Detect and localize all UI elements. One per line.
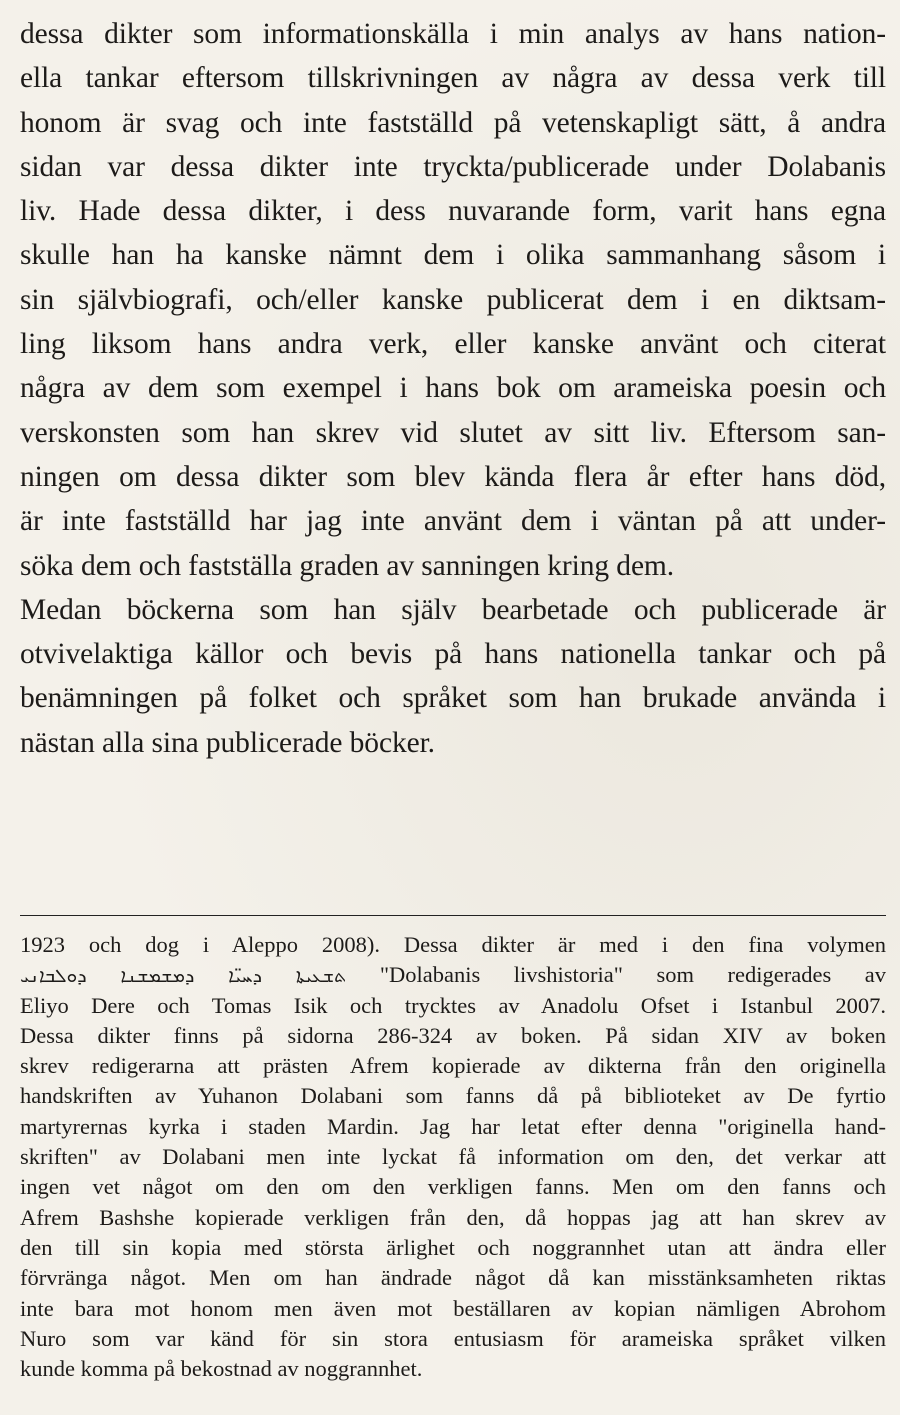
footnote-line: förvränga något. Men om han ändrade något då kan misstänksamheten riktas — [20, 1265, 886, 1291]
footnote-line: kunde komma på bekostnad av noggrannhet. — [20, 1356, 423, 1382]
footnote-line: Dessa dikter finns på sidorna 286-324 av boken. På sidan XIV av boken — [20, 1022, 886, 1048]
body-line: några av dem som exempel i hans bok om arameiska poesin och — [20, 372, 886, 405]
body-line: nästan alla sina publicerade böcker. — [20, 726, 435, 759]
footnote-line: ingen vet något om den om den verkligen fanns. Men om den fanns och — [20, 1174, 886, 1200]
syriac-book-title: ܬܫܥܝܬܐ ܕܚܝ̈ܐ ܕܡܫܡܫܢܐ ܕܘܠܒܐܢܝ — [20, 965, 347, 988]
body-line: verskonsten som han skrev vid slutet av sitt liv. Eftersom san- — [20, 416, 886, 449]
footnote-line — [20, 960, 886, 990]
body-line: Medan böckerna som han själv bearbetade och publicerade är — [20, 593, 886, 626]
footnote-line: Eliyo Dere och Tomas Isik och trycktes av Anadolu Ofset i Istanbul 2007. — [20, 992, 886, 1018]
footnote-line: martyrernas kyrka i staden Mardin. Jag har letat efter denna "originella hand- — [20, 1113, 886, 1139]
body-line: benämningen på folket och språket som han brukade använda i — [20, 682, 886, 715]
body-line: ella tankar eftersom tillskrivningen av några av dessa verk till — [20, 62, 886, 95]
body-line: ling liksom hans andra verk, eller kanske använt och citerat — [20, 328, 886, 361]
footnote-divider — [20, 915, 886, 916]
footnote-line: inte bara mot honom men även mot beställaren av kopian nämligen Abrohom — [20, 1295, 886, 1321]
body-line: honom är svag och inte fastställd på vetenskapligt sätt, å andra — [20, 106, 886, 139]
footnote-line: 1923 och dog i Aleppo 2008). Dessa dikter är med i den fina volymen — [20, 932, 886, 957]
footnote-line-text: "Dolabanis livshistoria" som redigerades av — [346, 962, 886, 988]
body-text — [20, 12, 886, 765]
body-line: skulle han ha kanske nämnt dem i olika sammanhang såsom i — [20, 239, 886, 272]
body-line: sidan var dessa dikter inte tryckta/publicerade under Dolabanis — [20, 150, 886, 183]
body-line: söka dem och fastställa graden av sanningen kring dem. — [20, 549, 675, 582]
footnote-line: skriften" av Dolabani men inte lyckat få information om den, det verkar att — [20, 1144, 886, 1170]
body-line: liv. Hade dessa dikter, i dess nuvarande form, varit hans egna — [20, 195, 886, 228]
body-line: ningen om dessa dikter som blev kända flera år efter hans död, — [20, 460, 886, 493]
footnote-text — [20, 930, 886, 1384]
footnote-line: Nuro som var känd för sin stora entusiasm för arameiska språket vilken — [20, 1325, 886, 1351]
footnote-line: handskriften av Yuhanon Dolabani som fanns då på biblioteket av De fyrtio — [20, 1083, 886, 1109]
footnote-line: skrev redigerarna att prästen Afrem kopierade av dikterna från den originella — [20, 1053, 886, 1079]
body-line: är inte fastställd har jag inte använt dem i väntan på att under- — [20, 505, 886, 538]
body-line: sin självbiografi, och/eller kanske publicerat dem i en diktsam- — [20, 283, 886, 316]
footnote-line: den till sin kopia med största ärlighet och noggrannhet utan att ändra eller — [20, 1234, 886, 1260]
body-line: dessa dikter som informationskälla i min analys av hans nation- — [20, 18, 886, 50]
body-line: otvivelaktiga källor och bevis på hans nationella tankar och på — [20, 638, 886, 671]
footnote-line: Afrem Bashshe kopierade verkligen från den, då hoppas jag att han skrev av — [20, 1204, 886, 1230]
